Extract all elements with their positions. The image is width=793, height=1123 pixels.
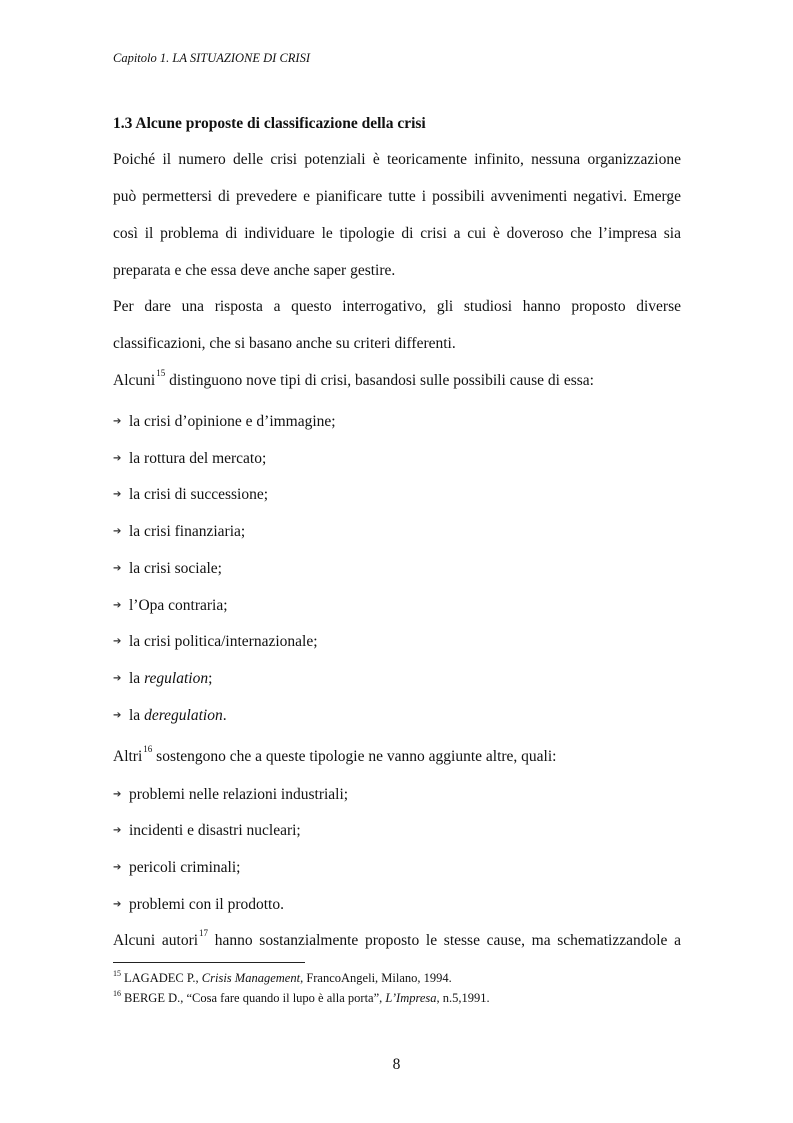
intro-lead: Alcuni	[113, 372, 156, 389]
arrow-bullet-icon: ➔	[113, 600, 122, 611]
list-item: ➔ problemi nelle relazioni industriali;	[113, 786, 349, 803]
section-title: 1.3 Alcune proposte di classificazione della crisi	[113, 115, 426, 132]
list-item: ➔ la crisi finanziaria;	[113, 523, 246, 540]
paragraph-line: può permettersi di prevedere e pianificare tutte i possibili avvenimenti negativi. Emerge	[113, 188, 681, 205]
intro-lead: Altri	[113, 748, 143, 765]
footnote-ref[interactable]: 15	[156, 368, 166, 378]
list-item: ➔ la crisi politica/internazionale;	[113, 633, 318, 650]
footnote-number: 16	[113, 989, 121, 998]
list-item: ➔ la rottura del mercato;	[113, 450, 267, 467]
list-item: ➔ la crisi di successione;	[113, 486, 269, 503]
arrow-bullet-icon: ➔	[113, 636, 122, 647]
intro-rest: sostengono che a queste tipologie ne vanno aggiunte altre, quali:	[152, 748, 557, 765]
running-header: Capitolo 1. LA SITUAZIONE DI CRISI	[113, 51, 310, 65]
footnote-ref[interactable]: 16	[143, 744, 153, 754]
arrow-bullet-icon: ➔	[113, 673, 122, 684]
arrow-bullet-icon: ➔	[113, 825, 122, 836]
list-item: ➔ la crisi d’opinione e d’immagine;	[113, 413, 336, 430]
arrow-bullet-icon: ➔	[113, 862, 122, 873]
arrow-bullet-icon: ➔	[113, 453, 122, 464]
footnote-separator	[113, 962, 305, 963]
footnote: $^{16}$ BERGE D., “Cosa fare quando il lupo è alla porta”, L’Impresa, n.5,1991.	[113, 989, 490, 1005]
intro-rest: hanno sostanzialmente proposto le stesse cause, ma schematizzandole a	[208, 932, 681, 949]
arrow-bullet-icon: ➔	[113, 526, 122, 537]
list-item: ➔ la deregulation.	[113, 707, 227, 724]
paragraph-line: Poiché il numero delle crisi potenziali è teoricamente infinito, nessuna organizzazione	[113, 151, 681, 168]
list-item: ➔ problemi con il prodotto.	[113, 896, 284, 913]
paragraph-line: classificazioni, che si basano anche su criteri differenti.	[113, 335, 456, 352]
list-item: ➔ pericoli criminali;	[113, 859, 241, 876]
list-item: ➔ la regulation;	[113, 670, 213, 687]
arrow-bullet-icon: ➔	[113, 899, 122, 910]
intro-line	[113, 744, 681, 767]
list-item: ➔ la crisi sociale;	[113, 560, 222, 577]
intro-lead: Alcuni autori	[113, 932, 199, 949]
footnote: $^{15}$ LAGADEC P., Crisis Management, FrancoAngeli, Milano, 1994.	[113, 969, 452, 985]
page-number: 8	[392, 1056, 401, 1073]
intro-line	[113, 928, 681, 951]
list-item: ➔ incidenti e disastri nucleari;	[113, 822, 301, 839]
intro-rest: distinguono nove tipi di crisi, basandosi sulle possibili cause di essa:	[165, 372, 594, 389]
intro-line	[113, 368, 681, 391]
paragraph-line: preparata e che essa deve anche saper gestire.	[113, 262, 396, 279]
paragraph-line: così il problema di individuare le tipologie di crisi a cui è doveroso che l’impresa sia	[113, 225, 681, 242]
arrow-bullet-icon: ➔	[113, 489, 122, 500]
arrow-bullet-icon: ➔	[113, 710, 122, 721]
footnote-ref[interactable]: 17	[199, 928, 209, 938]
list-item: ➔ l’Opa contraria;	[113, 597, 228, 614]
footnote-number: 15	[113, 969, 121, 978]
arrow-bullet-icon: ➔	[113, 416, 122, 427]
arrow-bullet-icon: ➔	[113, 563, 122, 574]
paragraph-line: Per dare una risposta a questo interrogativo, gli studiosi hanno proposto diverse	[113, 298, 681, 315]
arrow-bullet-icon: ➔	[113, 789, 122, 800]
